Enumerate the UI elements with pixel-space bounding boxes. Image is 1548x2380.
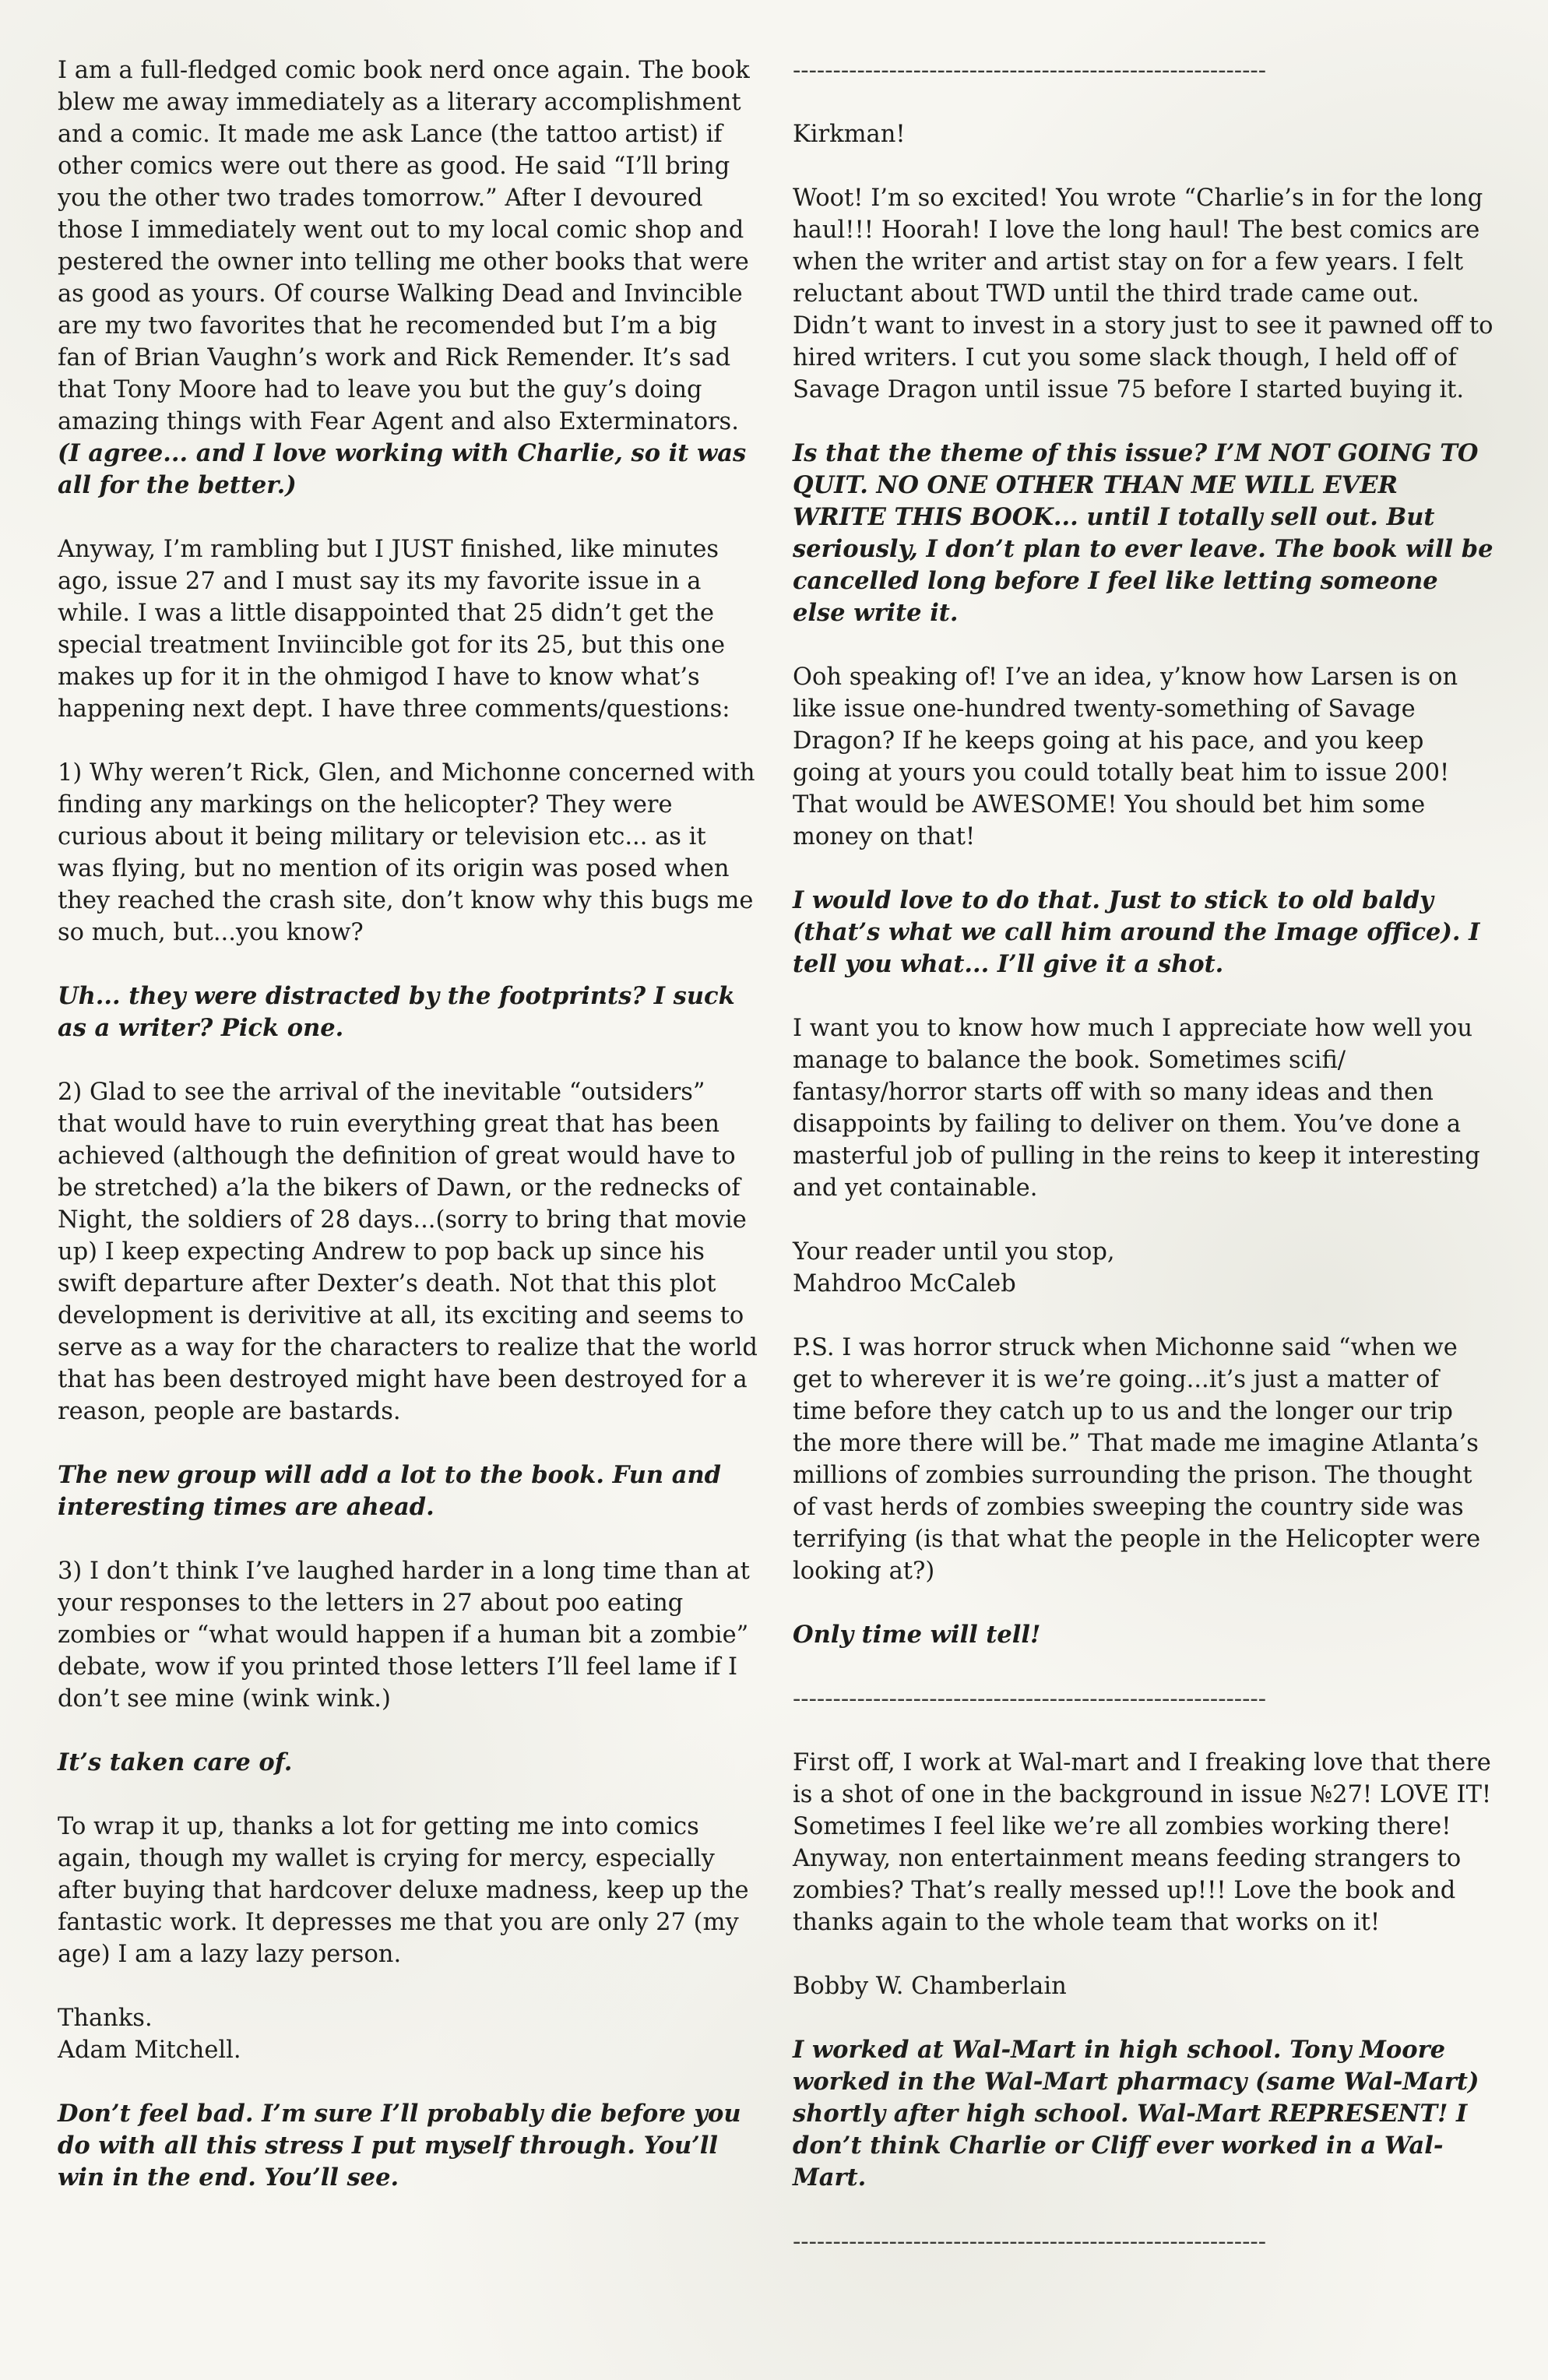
right-column	[793, 55, 1495, 2258]
left-column	[58, 55, 758, 2226]
letter-adam-intro-text: I am a full-fledged comic book nerd once again. The book blew me away immediately as a literary accomplishment and a comic. It made me ask Lance (the tattoo artist) if other comics were out there as good. He said “I’ll bring you the other two trades tomorrow.” After I devoured those I immediately went out to my local comic shop and pestered the owner into telling me other books that were as good as yours. Of course Walking Dead and Invincible are my two favorites that he recomended but I’m a big fan of Brian Vaughn’s work and Rick Remender. It’s sad that Tony Moore had to leave you but the guy’s doing amazing things with Fear Agent and also Exterminators.	[58, 57, 750, 435]
editor-reply-time: Only time will tell!	[793, 1621, 1041, 1649]
letter-adam-question-3: 3) I don’t think I’ve laughed harder in a long time than at your responses to the letters in 27 about poo eating zombies or “what would happen if a human bit a zombie” debate, wow if you printed those letters I’ll feel lame if I don’t see mine (wink wink.)	[58, 1558, 750, 1713]
letter-mahdroo-salutation: Kirkman!	[793, 121, 906, 148]
letter-adam-question-1: 1) Why weren’t Rick, Glen, and Michonne concerned with finding any markings on the helicopter? They were curious about it being military or television etc... as it was flying, but no mention of its origin was posed when they reached the crash site, don’t know why this bugs me so much, but...you know?	[58, 759, 755, 946]
letter-mahdroo-signature: Your reader until you stop, Mahdroo McCaleb	[793, 1238, 1115, 1297]
editor-reply-larsen: I would love to do that. Just to stick to old baldy (that’s what we call him around the Image office). I tell you what... I’ll give it a shot.	[793, 886, 1480, 978]
letter-separator: -----------------------------------------------------------	[793, 2228, 1267, 2255]
letter-mahdroo-paragraph-2: Ooh speaking of! I’ve an idea, y’know how Larsen is on like issue one-hundred twenty-something of Savage Dragon? If he keeps going at his pace, and you keep going at yours you could totally beat him to issue 200! That would be AWESOME! You should bet him some money on that!	[793, 664, 1458, 850]
letter-separator: -----------------------------------------------------------	[793, 1685, 1267, 1713]
letter-adam-intro	[58, 55, 758, 502]
letter-adam-closing: To wrap it up, thanks a lot for getting me into comics again, though my wallet is crying for mercy, especially after buying that hardcover deluxe madness, keep up the fantastic work. It depresses me that you are only 27 (my age) I am a lazy lazy person.	[58, 1813, 749, 1968]
letter-adam-paragraph: Anyway, I’m rambling but I JUST finished, like minutes ago, issue 27 and I must say its my favorite issue in a while. I was a little disappointed that 25 didn’t get the special treatment Inviincible got for its 25, but this one makes up for it in the ohmigod I have to know what’s happening next dept. I have three comments/questions:	[58, 536, 730, 723]
letter-mahdroo-ps: P.S. I was horror struck when Michonne said “when we get to wherever it is we’re going...it’s just a matter of time before they catch up to us and the longer our trip the more there will be.” That made me imagine Atlanta’s millions of zombies surrounding the prison. The thought of vast herds of zombies sweeping the country side was terrifying (is that what the people in the Helicopter were looking at?)	[793, 1334, 1481, 1585]
letter-bobby-signature: Bobby W. Chamberlain	[793, 1973, 1067, 2000]
editor-reply-2: The new group will add a lot to the book. Fun and interesting times are ahead.	[58, 1461, 721, 1521]
letter-adam-signature: Thanks. Adam Mitchell.	[58, 2005, 241, 2064]
editor-reply-theme: Is that the theme of this issue? I’M NOT GOING TO QUIT. NO ONE OTHER THAN ME WILL EVER WRITE THIS BOOK... until I totally sell out. But seriously, I don’t plan to ever leave. The book will be cancelled long before I feel like letting someone else write it.	[793, 439, 1493, 627]
letter-bobby-paragraph: First off, I work at Wal-mart and I freaking love that there is a shot of one in the background in issue №27! LOVE IT! Sometimes I feel like we’re all zombies working there! Anyway, non entertainment means feeding strangers to zombies? That’s really messed up!!! Love the book and thanks again to the whole team that works on it!	[793, 1749, 1492, 1936]
editor-reply-1: Uh... they were distracted by the footprints? I suck as a writer? Pick one.	[58, 982, 735, 1042]
editor-reply-3: It’s taken care of.	[58, 1748, 293, 1776]
editor-reply-walmart: I worked at Wal-Mart in high school. Tony Moore worked in the Wal-Mart pharmacy (same Wal-Mart) shortly after high school. Wal-Mart REPRESENT! I don’t think Charlie or Cliff ever worked in a Wal-Mart.	[793, 2036, 1479, 2192]
editor-reply-inline: (I agree... and I love working with Charlie, so it was all for the better.)	[58, 439, 747, 499]
letter-mahdroo-paragraph-3: I want you to know how much I appreciate how well you manage to balance the book. Sometimes scifi/ fantasy/horror starts off with so many ideas and then disappoints by failing to deliver on them. You’ve done a masterful job of pulling in the reins to keep it interesting and yet containable.	[793, 1015, 1480, 1202]
letter-separator: -----------------------------------------------------------	[793, 57, 1267, 84]
letter-adam-question-2: 2) Glad to see the arrival of the inevitable “outsiders” that would have to ruin everything great that has been achieved (although the definition of great would have to be stretched) a’la the bikers of Dawn, or the rednecks of Night, the soldiers of 28 days...(sorry to bring that movie up) I keep expecting Andrew to pop back up since his swift departure after Dexter’s death. Not that this plot development is derivitive at all, its exciting and seems to serve as a way for the characters to realize that the world that has been destroyed might have been destroyed for a reason, people are bastards.	[58, 1079, 758, 1425]
editor-reply-final: Don’t feel bad. I’m sure I’ll probably die before you do with all this stress I put myself through. You’ll win in the end. You’ll see.	[58, 2100, 741, 2192]
letter-mahdroo-paragraph-1: Woot! I’m so excited! You wrote “Charlie’s in for the long haul!!! Hoorah! I love the long haul! The best comics are when the writer and artist stay on for a few years. I felt reluctant about TWD until the third trade came out. Didn’t want to invest in a story just to see it pawned off to hired writers. I cut you some slack though, I held off of Savage Dragon until issue 75 before I started buying it.	[793, 185, 1493, 403]
